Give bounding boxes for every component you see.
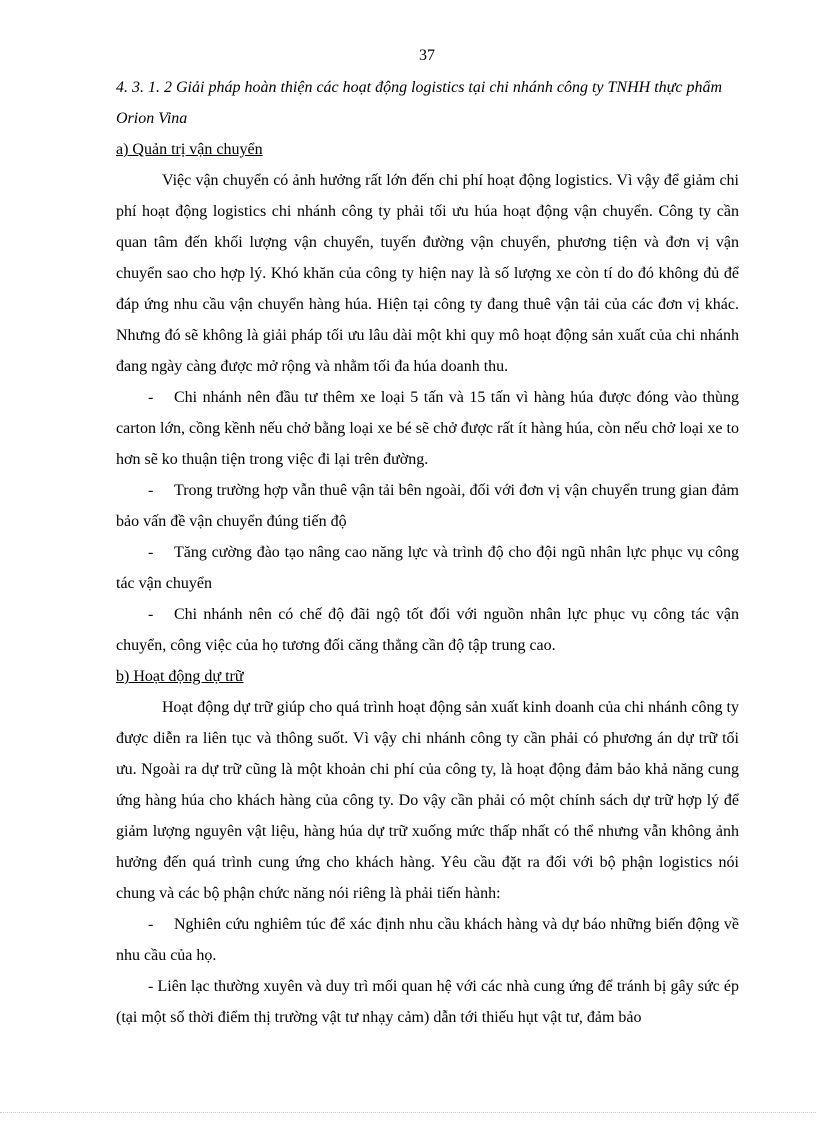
page-bottom-divider: [0, 1112, 816, 1113]
bullet-text: Nghiên cứu nghiêm túc để xác định nhu cầu khách hàng và dự báo những biến động về nhu cầu của họ.: [116, 916, 739, 964]
page-content: [116, 72, 739, 1033]
bullet-item: [116, 909, 739, 971]
bullet-item: [116, 971, 739, 1033]
paragraph-inventory: Hoạt động dự trữ giúp cho quá trình hoạt động sản xuất kinh doanh của chi nhánh công ty được diễn ra liên tục và thông suốt. Vì vậy chi nhánh công ty cần phải có phương án dự trữ tối ưu. Ngoài ra dự trữ cũng là một khoản chi phí của công ty, là hoạt động đảm bảo khả năng cung ứng hàng húa cho khách hàng của công ty. Do vậy cần phải có một chính sách dự trữ hợp lý để giảm lượng nguyên vật liệu, hàng húa dự trữ xuống mức thấp nhất có thể nhưng vẫn không ảnh hưởng đến quá trình cung ứng cho khách hàng. Yêu cầu đặt ra đối với bộ phận logistics nói chung và các bộ phận chức năng nói riêng là phải tiến hành:: [116, 699, 739, 902]
section-transport-management: [116, 134, 739, 661]
bullet-item: [116, 382, 739, 475]
bullet-dash: -: [148, 978, 158, 995]
subheading-inventory: b) Hoạt động dự trữ: [116, 668, 244, 685]
bullet-dash: -: [148, 482, 154, 499]
bullet-item: [116, 599, 739, 661]
bullet-item: [116, 475, 739, 537]
bullet-dash: -: [148, 916, 154, 933]
section-inventory: [116, 661, 739, 1033]
bullet-text: Chi nhánh nên có chế độ đãi ngộ tốt đối với nguồn nhân lực phục vụ công tác vận chuyển, công việc của họ tương đối căng thẳng cần độ tập trung cao.: [116, 606, 739, 654]
bullet-dash: -: [148, 606, 154, 623]
page-number: 37: [419, 47, 435, 64]
bullet-text: Tăng cường đào tạo nâng cao năng lực và trình độ cho đội ngũ nhân lực phục vụ công tác vận chuyển: [116, 544, 739, 592]
paragraph-transport: Việc vận chuyển có ảnh hưởng rất lớn đến chi phí hoạt động logistics. Vì vậy để giảm chi phí hoạt động logistics chi nhánh công ty phải tối ưu húa hoạt động vận chuyển. Công ty cần quan tâm đến khối lượng vận chuyển, tuyến đường vận chuyển, phương tiện và đơn vị vận chuyển sao cho hợp lý. Khó khăn của công ty hiện nay là số lượng xe còn tí do đó không đủ để đáp ứng nhu cầu vận chuyển hàng húa. Hiện tại công ty đang thuê vận tải của các đơn vị khác. Nhưng đó sẽ không là giải pháp tối ưu lâu dài một khi quy mô hoạt động sản xuất của chi nhánh đang ngày càng được mở rộng và nhằm tối đa húa doanh thu.: [116, 172, 739, 375]
section-heading: 4. 3. 1. 2 Giải pháp hoàn thiện các hoạt động logistics tại chi nhánh công ty TNHH thực phẩm Orion Vina: [116, 79, 723, 127]
bullet-dash: -: [148, 544, 154, 561]
bullet-text: Trong trường hợp vẫn thuê vận tải bên ngoài, đối với đơn vị vận chuyển trung gian đảm bảo vấn đề vận chuyển đúng tiến độ: [116, 482, 739, 530]
subheading-transport: a) Quản trị vận chuyển: [116, 141, 263, 158]
bullet-item: [116, 537, 739, 599]
bullet-text: Chi nhánh nên đầu tư thêm xe loại 5 tấn và 15 tấn vì hàng húa được đóng vào thùng carton lớn, cồng kềnh nếu chở bằng loại xe bé sẽ chở được rất ít hàng húa, còn nếu chở loại xe to hơn sẽ ko thuận tiện trong việc đi lại trên đường.: [116, 389, 739, 468]
bullet-text: Liên lạc thường xuyên và duy trì mối quan hệ với các nhà cung ứng để tránh bị gây sức ép (tại một số thời điểm thị trường vật tư nhạy cảm) dẫn tới thiếu hụt vật tư, đảm bảo: [116, 978, 739, 1026]
bullet-dash: -: [148, 389, 154, 406]
